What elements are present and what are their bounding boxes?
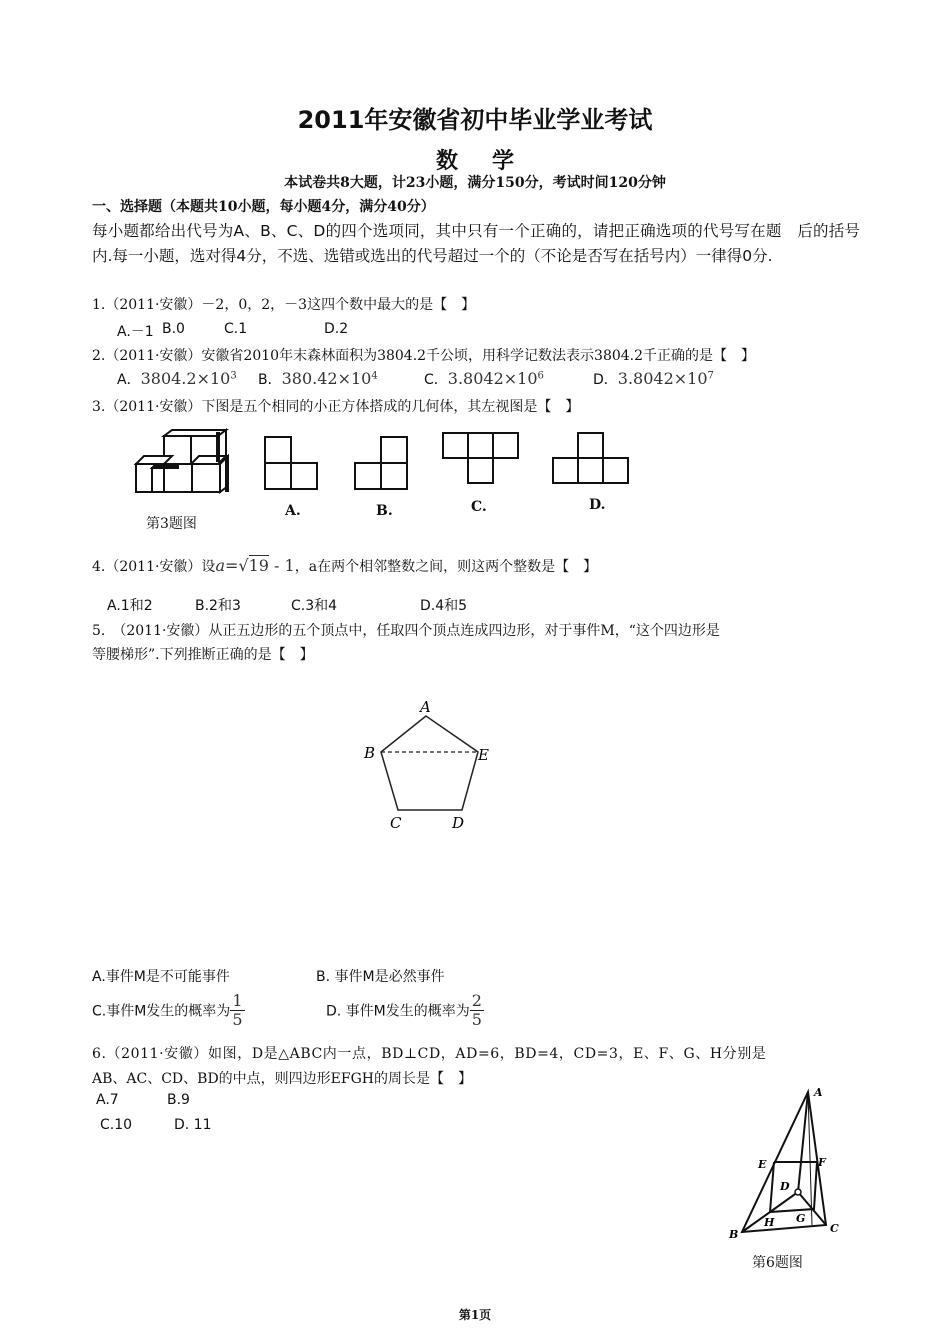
q3-option-c-label: C. [471, 499, 487, 515]
section-instructions: 每小题都给出代号为A、B、C、D的四个选项同，其中只有一个正确的，请把正确选项的代号写在题 后的括号内.每一小题，选对得4分，不选、选错或选出的代号超过一个的（不论是否写在括号内）一律得0分. [92, 222, 860, 265]
q2-option-a: A．$3804.2\times 10^3$ [117, 369, 237, 388]
q1-option-c: C.1 [224, 321, 248, 337]
q2-option-d: D．$3.8042\times 10^7$ [593, 369, 714, 388]
q6-vertex-d: D [780, 1180, 790, 1193]
q3-stem: 3.（2011·安徽）下图是五个相同的小正方体搭成的几何体，其左视图是【 】 [92, 399, 580, 415]
q6-vertex-b: B [729, 1228, 739, 1241]
q5-option-d: D. 事件M发生的概率为 $\frac{2}{5}$ [326, 991, 482, 1029]
q3-option-a-label: A. [285, 503, 301, 519]
q6-stem-line2: AB、AC、CD、BD的中点，则四边形EFGH的周长是【 】 [92, 1071, 472, 1087]
q2-option-b: B．$380.42\times 10^4$ [258, 369, 378, 388]
q5-pentagon-figure [356, 696, 496, 834]
q2-stem: 2.（2011·安徽）安徽省2010年末森林面积为3804.2千公顷，用科学记数法表示3804.2千正确的是【 】 [92, 348, 756, 364]
q1-stem: 1.（2011·安徽）－2，0，2，－3这四个数中最大的是【 】 [92, 297, 476, 313]
q6-vertex-e: E [758, 1158, 767, 1171]
section-heading: 一、选择题（本题共10小题，每小题4分，满分40分） [92, 199, 435, 215]
q3-option-d-view [550, 430, 632, 486]
q5-option-a: A.事件M是不可能事件 [92, 969, 230, 985]
q5-vertex-d: D [452, 814, 465, 832]
page-number: 第1页 [458, 1308, 492, 1322]
q6-vertex-h: H [764, 1216, 775, 1229]
q3-option-c-view [440, 430, 522, 486]
q2-option-c: C．$3.8042\times 10^6$ [424, 369, 544, 388]
q4-stem: 4.（2011·安徽）设a=√19 - 1，a在两个相邻整数之间，则这两个整数是【 】 [92, 556, 598, 575]
q3-option-a-view [262, 434, 320, 492]
q6-stem-line1: 6.（2011·安徽）如图，D是△ABC内一点，BD⊥CD，AD=6，BD=4，CD=3，E、F、G、H分别是 [92, 1046, 767, 1062]
q6-vertex-c: C [830, 1222, 839, 1235]
q1-option-d: D.2 [324, 321, 349, 337]
q5-option-b: B. 事件M是必然事件 [316, 969, 445, 985]
q3-cube-solid-figure [130, 428, 240, 500]
q6-option-c: C.10 [100, 1117, 133, 1133]
q4-option-d: D.4和5 [420, 598, 468, 614]
q3-option-b-view [352, 434, 410, 492]
q6-option-a: A.7 [96, 1092, 119, 1108]
exam-info: 本试卷共8大题，计23小题，满分150分，考试时间120分钟 [284, 175, 666, 191]
q5-stem-line2: 等腰梯形”.下列推断正确的是【 】 [92, 647, 314, 663]
q3-option-b-label: B. [376, 503, 393, 519]
q6-vertex-g: G [796, 1212, 806, 1225]
q6-vertex-a: A [814, 1086, 823, 1099]
q6-option-d: D. 11 [174, 1117, 212, 1133]
q5-stem-line1: 5. （2011·安徽）从正五边形的五个顶点中，任取四个顶点连成四边形，对于事件M，“这个四边形是 [92, 623, 720, 639]
q6-caption: 第6题图 [752, 1255, 803, 1271]
q4-option-b: B.2和3 [195, 598, 241, 614]
q5-vertex-b: B [364, 744, 376, 762]
q5-vertex-c: C [390, 814, 402, 832]
q6-option-b: B.9 [167, 1092, 190, 1108]
q5-vertex-a: A [420, 698, 431, 716]
q3-option-d-label: D. [589, 497, 606, 513]
q6-triangle-figure [724, 1082, 846, 1242]
q6-vertex-f: F [818, 1156, 826, 1169]
q5-option-c: C.事件M发生的概率为 $\frac{1}{5}$ [92, 991, 243, 1029]
exam-title: 2011年安徽省初中毕业学业考试 [297, 106, 653, 134]
subject-title: 数学 [435, 148, 548, 174]
q1-option-b: B.0 [162, 321, 185, 337]
q5-vertex-e: E [478, 746, 489, 764]
q3-caption: 第3题图 [146, 516, 197, 532]
q4-option-c: C.3和4 [291, 598, 338, 614]
q4-option-a: A.1和2 [107, 598, 153, 614]
q1-option-a: A.－1 [117, 324, 154, 340]
